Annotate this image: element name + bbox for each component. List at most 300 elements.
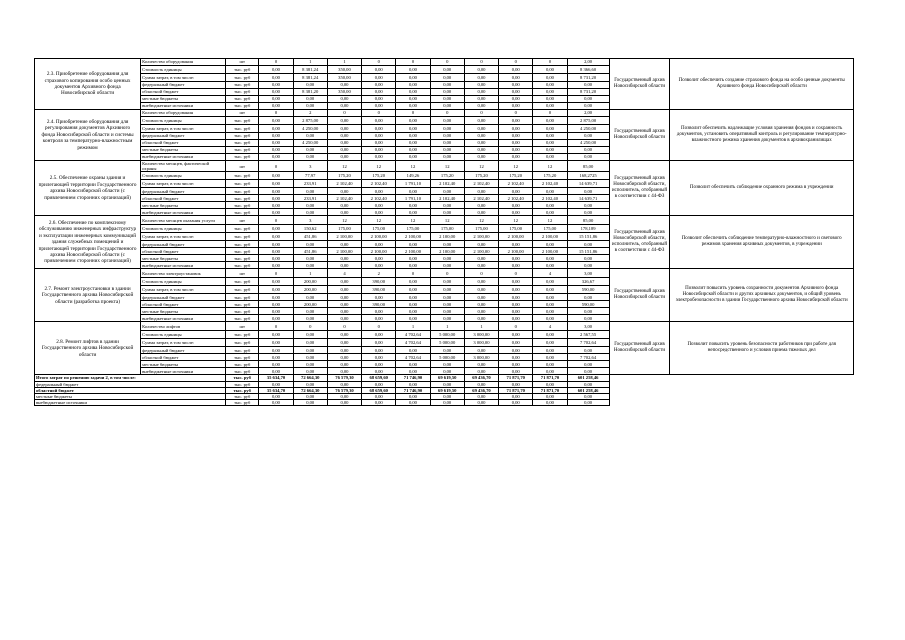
value-cell: 200,00 — [293, 278, 327, 286]
row-label: Количество месяцев оказания услуги — [141, 216, 226, 225]
value-cell: 0,00 — [464, 255, 498, 262]
row-label: Количество лифтов — [141, 322, 226, 331]
value-cell: 2 100,00 — [533, 248, 567, 255]
value-cell: 0,00 — [464, 125, 498, 133]
unit-cell: тыс. руб — [226, 233, 259, 241]
value-cell: 0,00 — [293, 339, 327, 347]
unit-cell: тыс. руб — [226, 66, 259, 74]
value-cell: 0,00 — [259, 82, 293, 89]
value-cell: 0,00 — [499, 308, 533, 315]
unit-cell: тыс. руб — [226, 248, 259, 255]
value-cell: 2 100,00 — [430, 248, 464, 255]
value-cell: 0 — [430, 269, 464, 278]
value-cell: 0 — [362, 110, 396, 117]
row-label: областной бюджет — [141, 89, 226, 96]
value-cell: 0 — [430, 110, 464, 117]
value-cell: 0,00 — [533, 133, 567, 140]
value-cell: 4 — [533, 322, 567, 331]
value-cell: 7 702,64 — [567, 354, 609, 361]
value-cell: 0,00 — [499, 133, 533, 140]
value-cell: 0 — [293, 322, 327, 331]
total-value-cell: 0,00 — [464, 394, 498, 400]
value-cell: 14 639,71 — [567, 180, 609, 188]
value-cell: 0,00 — [430, 133, 464, 140]
row-label: внебюджетные источники — [141, 154, 226, 161]
value-cell: 0,00 — [327, 315, 361, 322]
total-value-cell: 0,00 — [362, 400, 396, 406]
row-label: областной бюджет — [141, 354, 226, 361]
total-value-cell: 0,00 — [396, 394, 430, 400]
row-label: местные бюджеты — [141, 361, 226, 368]
value-cell: 2,00 — [567, 110, 609, 117]
value-cell: 1 — [327, 59, 361, 66]
value-cell: 1 — [430, 322, 464, 331]
value-cell: 0,00 — [430, 147, 464, 154]
total-value-cell: 0,00 — [259, 400, 293, 406]
value-cell: 0,00 — [362, 133, 396, 140]
value-cell: 8 731,20 — [567, 74, 609, 82]
row-label: Стоимость единицы — [141, 225, 226, 233]
value-cell: 0,00 — [499, 202, 533, 209]
section-title: 2.7. Ремонт электроустановки в здании Государственного архива Новосибирской области (разработка проекта) — [35, 269, 141, 322]
value-cell: 0,00 — [533, 301, 567, 308]
value-cell: 2 102,40 — [464, 180, 498, 188]
value-cell: 0,00 — [327, 103, 361, 110]
value-cell: 178,189 — [567, 225, 609, 233]
value-cell: 2 100,00 — [362, 248, 396, 255]
value-cell: 0,00 — [430, 74, 464, 82]
unit-cell: тыс. руб — [226, 188, 259, 195]
value-cell: 0,00 — [293, 347, 327, 354]
value-cell: 0,00 — [293, 154, 327, 161]
value-cell: 2 — [293, 110, 327, 117]
value-cell: 350,00 — [327, 89, 361, 96]
value-cell: 0 — [533, 59, 567, 66]
value-cell: 0,00 — [396, 308, 430, 315]
value-cell: 350,00 — [327, 74, 361, 82]
value-cell: 0,00 — [567, 209, 609, 216]
value-cell: 0,00 — [430, 255, 464, 262]
value-cell: 451,86 — [293, 248, 327, 255]
value-cell: 12 — [327, 161, 361, 172]
value-cell: 0 — [362, 322, 396, 331]
value-cell: 0,00 — [327, 202, 361, 209]
value-cell: 0,00 — [259, 195, 293, 202]
value-cell: 0,00 — [396, 294, 430, 301]
value-cell: 3,00 — [567, 269, 609, 278]
value-cell: 0,00 — [430, 294, 464, 301]
value-cell: 0 — [327, 110, 361, 117]
value-cell: 2 567,55 — [567, 331, 609, 339]
program-cost-table-page — [34, 58, 854, 406]
unit-cell: тыс. руб — [226, 294, 259, 301]
unit-cell: тыс. руб — [226, 375, 259, 381]
value-cell: 0,00 — [430, 347, 464, 354]
row-label: федеральный бюджет — [141, 82, 226, 89]
total-value-cell: 0,00 — [293, 394, 327, 400]
value-cell: 0 — [327, 322, 361, 331]
value-cell: 0,00 — [430, 301, 464, 308]
value-cell: 0,00 — [259, 361, 293, 368]
value-cell: 0,00 — [533, 255, 567, 262]
total-value-cell: 71 746,90 — [396, 375, 430, 381]
value-cell: 0,00 — [396, 140, 430, 147]
value-cell: 2 100,00 — [396, 233, 430, 241]
value-cell: 0,00 — [396, 96, 430, 103]
value-cell: 0,00 — [396, 368, 430, 375]
value-cell: 8 381,24 — [293, 66, 327, 74]
value-cell: 0,00 — [259, 347, 293, 354]
value-cell: 0,00 — [396, 286, 430, 294]
value-cell: 0,00 — [259, 209, 293, 216]
value-cell: 5 000,00 — [430, 339, 464, 347]
value-cell: 4 702,64 — [396, 354, 430, 361]
value-cell: 0,00 — [533, 354, 567, 361]
value-cell: 0 — [499, 269, 533, 278]
value-cell: 0,00 — [396, 347, 430, 354]
empty-cell — [609, 400, 670, 406]
value-cell: 0,00 — [567, 368, 609, 375]
value-cell: 0,00 — [259, 233, 293, 241]
value-cell: 0,00 — [259, 172, 293, 180]
value-cell: 0,00 — [259, 225, 293, 233]
row-label: Количество оборудования — [141, 110, 226, 117]
value-cell: 0,00 — [430, 66, 464, 74]
value-cell: 175,00 — [327, 225, 361, 233]
value-cell: 0,00 — [327, 255, 361, 262]
unit-cell: тыс. руб — [226, 347, 259, 354]
value-cell: 0,00 — [362, 96, 396, 103]
value-cell: 0 — [396, 59, 430, 66]
value-cell: 0 — [259, 216, 293, 225]
value-cell: 0,00 — [430, 241, 464, 248]
value-cell: 0,00 — [499, 209, 533, 216]
value-cell: 2 — [362, 269, 396, 278]
unit-cell: тыс. руб — [226, 339, 259, 347]
value-cell: 0,00 — [499, 368, 533, 375]
executor-cell: Государственный архив Новосибирской области — [609, 269, 670, 322]
unit-cell: тыс. руб — [226, 147, 259, 154]
value-cell: 0,00 — [567, 202, 609, 209]
value-cell: 0,00 — [327, 147, 361, 154]
value-cell: 175,00 — [464, 225, 498, 233]
value-cell: 0,00 — [327, 368, 361, 375]
value-cell: 0,00 — [567, 133, 609, 140]
value-cell: 1 — [464, 322, 498, 331]
total-value-cell: 0,00 — [499, 400, 533, 406]
table-row — [35, 161, 854, 172]
value-cell: 0,00 — [533, 331, 567, 339]
value-cell: 0,00 — [293, 294, 327, 301]
unit-cell: шт — [226, 161, 259, 172]
value-cell: 2 875,00 — [293, 117, 327, 125]
total-value-cell: 71 871,70 — [499, 387, 533, 393]
value-cell: 0,00 — [464, 154, 498, 161]
value-cell: 0,00 — [396, 262, 430, 269]
value-cell: 0,00 — [533, 368, 567, 375]
row-label: федеральный бюджет — [141, 294, 226, 301]
total-value-cell: 71 746,90 — [396, 387, 430, 393]
table-row — [35, 322, 854, 331]
value-cell: 8 381,24 — [293, 74, 327, 82]
value-cell: 0,00 — [362, 209, 396, 216]
value-cell: 0,00 — [499, 89, 533, 96]
value-cell: 0,00 — [567, 147, 609, 154]
value-cell: 2 100,00 — [499, 248, 533, 255]
value-cell: 12 — [362, 161, 396, 172]
section-title: 2.8. Ремонт лифтов в здании Государственного архива Новосибирской области — [35, 322, 141, 375]
value-cell: 0,00 — [327, 117, 361, 125]
value-cell: 0,00 — [533, 202, 567, 209]
total-value-cell: 0,00 — [362, 394, 396, 400]
value-cell: 12 — [464, 161, 498, 172]
result-cell: Позволит повысить уровень сохранности документов Архивного фонда Новосибирской области и других архивных документов, и общий уровень электробезопасности в здании Государственного архива Новосибирской области — [670, 269, 854, 322]
value-cell: 0,00 — [499, 188, 533, 195]
value-cell: 2 100,00 — [396, 248, 430, 255]
unit-cell: тыс. руб — [226, 286, 259, 294]
row-label: Стоимость единицы — [141, 331, 226, 339]
executor-cell: Государственный архив Новосибирской области — [609, 322, 670, 375]
value-cell: 0,00 — [327, 339, 361, 347]
value-cell: 0,00 — [430, 89, 464, 96]
total-value-cell: 0,00 — [327, 394, 361, 400]
value-cell: 200,00 — [293, 286, 327, 294]
value-cell: 233,91 — [293, 195, 327, 202]
total-value-cell: 69 619,50 — [430, 387, 464, 393]
total-value-cell: 0,00 — [533, 400, 567, 406]
value-cell: 0,00 — [430, 308, 464, 315]
row-label: Стоимость единицы — [141, 278, 226, 286]
value-cell: 0,00 — [327, 140, 361, 147]
result-cell: Позволит обеспечить соблюдение температурно-влажностного и светового режимов хранения архивных документов, в учреждении — [670, 216, 854, 269]
value-cell: 0,00 — [499, 255, 533, 262]
unit-cell: тыс. руб — [226, 140, 259, 147]
total-value-cell: 71 871,70 — [533, 375, 567, 381]
value-cell: 0,00 — [464, 368, 498, 375]
unit-cell: тыс. руб — [226, 172, 259, 180]
value-cell: 0,00 — [327, 278, 361, 286]
unit-cell: тыс. руб — [226, 368, 259, 375]
value-cell: 0,00 — [362, 255, 396, 262]
value-cell: 175,00 — [499, 225, 533, 233]
unit-cell: тыс. руб — [226, 255, 259, 262]
value-cell: 0,00 — [533, 82, 567, 89]
value-cell: 0 — [533, 110, 567, 117]
value-cell: 0,00 — [362, 262, 396, 269]
value-cell: 0,00 — [396, 125, 430, 133]
value-cell: 0,00 — [396, 255, 430, 262]
value-cell: 0,00 — [499, 66, 533, 74]
value-cell: 14 639,71 — [567, 195, 609, 202]
value-cell: 0,00 — [567, 347, 609, 354]
value-cell: 0,00 — [259, 294, 293, 301]
total-value-cell: 0,00 — [499, 394, 533, 400]
value-cell: 2,00 — [567, 59, 609, 66]
total-value-cell: 68 659,60 — [362, 387, 396, 393]
total-value-cell: 0,00 — [464, 400, 498, 406]
value-cell: 0,00 — [533, 286, 567, 294]
row-label: местные бюджеты — [141, 255, 226, 262]
value-cell: 0 — [430, 59, 464, 66]
value-cell: 0,00 — [396, 188, 430, 195]
total-value-cell: 0,00 — [362, 381, 396, 387]
value-cell: 0,00 — [499, 117, 533, 125]
value-cell: 0,00 — [293, 331, 327, 339]
unit-cell: шт — [226, 269, 259, 278]
total-value-cell: 0,00 — [567, 400, 609, 406]
value-cell: 2 102,40 — [499, 195, 533, 202]
value-cell: 0,00 — [430, 154, 464, 161]
value-cell: 0,00 — [362, 154, 396, 161]
value-cell: 0,00 — [464, 66, 498, 74]
unit-cell: тыс. руб — [226, 262, 259, 269]
unit-cell: тыс. руб — [226, 278, 259, 286]
row-label: Сумма затрат, в том числе: — [141, 74, 226, 82]
value-cell: 0,00 — [567, 255, 609, 262]
value-cell: 0,00 — [362, 82, 396, 89]
value-cell: 12 — [430, 161, 464, 172]
value-cell: 0,00 — [259, 262, 293, 269]
value-cell: 0,00 — [567, 315, 609, 322]
value-cell: 0,00 — [533, 125, 567, 133]
unit-cell: тыс. руб — [226, 354, 259, 361]
value-cell: 0 — [362, 59, 396, 66]
value-cell: 0,00 — [430, 202, 464, 209]
value-cell: 0 — [499, 59, 533, 66]
value-cell: 2 100,00 — [464, 233, 498, 241]
value-cell: 0,00 — [362, 331, 396, 339]
value-cell: 0,00 — [362, 347, 396, 354]
unit-cell: тыс. руб — [226, 133, 259, 140]
value-cell: 2 875,00 — [567, 117, 609, 125]
value-cell: 0,00 — [362, 202, 396, 209]
value-cell: 0,00 — [430, 125, 464, 133]
value-cell: 0,00 — [430, 361, 464, 368]
unit-cell: шт — [226, 59, 259, 66]
value-cell: 0,00 — [533, 103, 567, 110]
value-cell: 8 731,20 — [567, 89, 609, 96]
value-cell: 175,20 — [327, 172, 361, 180]
value-cell: 0,00 — [533, 154, 567, 161]
value-cell: 590,00 — [567, 286, 609, 294]
value-cell: 0,00 — [430, 315, 464, 322]
value-cell: 2 100,00 — [464, 248, 498, 255]
table-row — [35, 59, 854, 66]
value-cell: 168,2725 — [567, 172, 609, 180]
value-cell: 0,00 — [567, 96, 609, 103]
value-cell: 5 000,00 — [430, 331, 464, 339]
value-cell: 0,00 — [259, 308, 293, 315]
value-cell: 0,00 — [430, 188, 464, 195]
value-cell: 0,00 — [499, 339, 533, 347]
total-label: местные бюджеты — [35, 394, 226, 400]
value-cell: 0,00 — [396, 209, 430, 216]
value-cell: 175,20 — [533, 172, 567, 180]
total-value-cell: 0,00 — [259, 381, 293, 387]
value-cell: 0,00 — [533, 74, 567, 82]
value-cell: 175,20 — [430, 172, 464, 180]
value-cell: 0 — [259, 110, 293, 117]
total-value-cell: 69 436,70 — [464, 375, 498, 381]
total-label: федеральный бюджет — [35, 381, 226, 387]
value-cell: 0,00 — [293, 188, 327, 195]
value-cell: 0 — [499, 110, 533, 117]
value-cell: 2 100,00 — [327, 233, 361, 241]
result-cell: Позволит обеспечить надлежащие условия хранения фондов и сохранность документов, установить оперативный контроль и регулирование температурно-влажностного режима хранения документов в архивохранилищах — [670, 110, 854, 161]
value-cell: 0,00 — [259, 125, 293, 133]
value-cell: 12 — [396, 216, 430, 225]
value-cell: 0,00 — [259, 241, 293, 248]
table-row — [35, 269, 854, 278]
total-value-cell: 71 871,70 — [499, 375, 533, 381]
value-cell: 2 100,00 — [327, 248, 361, 255]
value-cell: 0,00 — [327, 209, 361, 216]
total-value-cell: 0,00 — [259, 394, 293, 400]
value-cell: 0,00 — [259, 154, 293, 161]
section-title: 2.3. Приобретение оборудования для страхового копирования особо ценных документов Архивного фонда Новосибирской области — [35, 59, 141, 110]
value-cell: 0,00 — [499, 294, 533, 301]
value-cell: 1 — [293, 269, 327, 278]
value-cell: 0,00 — [259, 96, 293, 103]
value-cell: 1 — [396, 322, 430, 331]
value-cell: 0,00 — [396, 202, 430, 209]
empty-cell — [670, 400, 854, 406]
total-value-cell: 601 258,46 — [567, 387, 609, 393]
value-cell: 2 102,40 — [499, 180, 533, 188]
value-cell: 0,00 — [396, 154, 430, 161]
value-cell: 0,00 — [464, 202, 498, 209]
result-cell: Позволит обеспечить соблюдение охранного режима в учреждении — [670, 161, 854, 216]
value-cell: 0,00 — [362, 74, 396, 82]
row-label: внебюджетные источники — [141, 368, 226, 375]
value-cell: 0,00 — [327, 354, 361, 361]
value-cell: 0,00 — [362, 315, 396, 322]
value-cell: 0,00 — [293, 354, 327, 361]
value-cell: 0,00 — [430, 140, 464, 147]
value-cell: 2 102,40 — [362, 195, 396, 202]
value-cell: 0,00 — [567, 361, 609, 368]
value-cell: 0,00 — [396, 361, 430, 368]
value-cell: 0,00 — [293, 82, 327, 89]
value-cell: 0,00 — [464, 89, 498, 96]
value-cell: 0,00 — [464, 308, 498, 315]
value-cell: 0,00 — [499, 125, 533, 133]
value-cell: 0,00 — [430, 103, 464, 110]
executor-cell: Государственный архив Новосибирской области, исполнитель, отобранный в соответствии с 44-ФЗ — [609, 161, 670, 216]
value-cell: 12 — [327, 216, 361, 225]
section-title: 2.6. Обеспечение по комплексному обслуживанию инженерных инфраструктур и эксплуатации инженерных коммуникаций здания служебных помещений и прилегающей территории Государственного архива Новосибирской области (с привлечением сторонних организаций) — [35, 216, 141, 269]
value-cell: 0,00 — [362, 89, 396, 96]
value-cell: 0,00 — [430, 117, 464, 125]
value-cell: 0,00 — [499, 154, 533, 161]
total-value-cell: 0,00 — [567, 381, 609, 387]
value-cell: 0,00 — [259, 140, 293, 147]
total-value-cell: 0,00 — [464, 381, 498, 387]
value-cell: 0,00 — [259, 354, 293, 361]
value-cell: 0,00 — [327, 331, 361, 339]
result-cell: Позволит обеспечить создание страхового фонда на особо ценные документы Архивного фонда Новосибирской области — [670, 59, 854, 110]
value-cell: 15 151,86 — [567, 248, 609, 255]
value-cell: 0,00 — [533, 339, 567, 347]
value-cell: 0,00 — [259, 66, 293, 74]
value-cell: 0,00 — [327, 262, 361, 269]
value-cell: 0,00 — [396, 82, 430, 89]
row-label: Сумма затрат, в том числе: — [141, 125, 226, 133]
value-cell: 3 — [293, 161, 327, 172]
value-cell: 0,00 — [499, 241, 533, 248]
section-title: 2.5. Обеспечение охраны здания и прилегающей территории Государственного архива Новосибирской области (с привлечением сторонних организаций) — [35, 161, 141, 216]
total-value-cell: 0,00 — [533, 394, 567, 400]
